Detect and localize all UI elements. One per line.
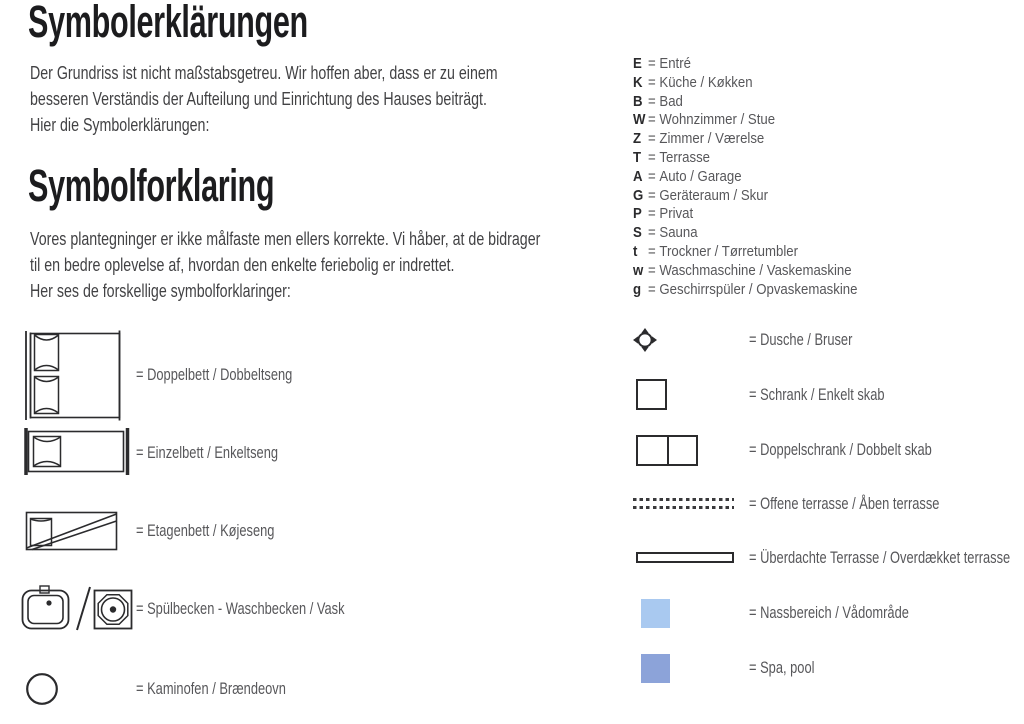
- code-meaning: Privat: [659, 205, 694, 223]
- code-equals: =: [647, 73, 656, 91]
- letter-code-row: [633, 55, 857, 74]
- code-meaning: Entré: [659, 55, 691, 72]
- code-equals: =: [647, 55, 656, 72]
- shower-icon: [633, 328, 657, 352]
- letter-code-row: [633, 111, 857, 130]
- letter-code-row: [633, 187, 857, 206]
- spa-pool-swatch: [641, 654, 670, 683]
- code-letter: A: [633, 167, 643, 185]
- code-meaning: Bad: [659, 92, 683, 110]
- legend-label: = Überdachte Terrasse / Overdækket terrasse: [749, 549, 1011, 567]
- code-letter: K: [633, 73, 643, 91]
- letter-code-row: [633, 262, 857, 281]
- code-meaning: Sauna: [659, 224, 698, 242]
- letter-code-row: [633, 149, 857, 168]
- legend-label: = Doppelschrank / Dobbelt skab: [749, 441, 932, 459]
- code-meaning: Geräteraum / Skur: [659, 186, 768, 204]
- legend-label: = Spa, pool: [749, 659, 815, 677]
- double-bed-icon: [24, 330, 122, 421]
- code-letter: Z: [633, 130, 642, 148]
- code-letter: E: [633, 55, 642, 72]
- intro-german-line: Der Grundriss ist nicht maßstabsgetreu. Wir hoffen aber, dass er zu einem: [30, 63, 498, 83]
- wet-area-swatch: [641, 599, 670, 628]
- code-equals: =: [647, 205, 656, 223]
- intro-german-line: besseren Verständis der Aufteilung und Einrichtung des Hauses beiträgt.: [30, 89, 487, 109]
- wardrobe-divider: [667, 437, 669, 464]
- code-meaning: Waschmaschine / Vaskemaskine: [659, 261, 852, 279]
- wood-stove-icon: [25, 672, 59, 706]
- letter-code-row: [633, 130, 857, 149]
- code-meaning: Trockner / Tørretumbler: [659, 242, 799, 260]
- code-meaning: Auto / Garage: [659, 167, 742, 185]
- bunk-bed-icon: [25, 510, 119, 552]
- legend-label: = Etagenbett / Køjeseng: [136, 522, 275, 540]
- code-letter: B: [633, 92, 643, 110]
- letter-code-row: [633, 243, 857, 262]
- legend-label: = Einzelbett / Enkeltseng: [136, 444, 279, 462]
- code-letter: S: [633, 224, 642, 242]
- code-equals: =: [647, 261, 656, 279]
- legend-label: = Dusche / Bruser: [749, 331, 853, 349]
- code-letter: T: [633, 148, 642, 166]
- legend-label: = Schrank / Enkelt skab: [749, 386, 885, 404]
- code-equals: =: [647, 167, 656, 185]
- code-letter: g: [633, 280, 642, 298]
- intro-german: [30, 60, 498, 138]
- code-meaning: Wohnzimmer / Stue: [659, 111, 776, 129]
- intro-danish-line: til en bedre oplevelse af, hvordan den enkelte feriebolig er indrettet.: [30, 255, 455, 275]
- code-letter: W: [633, 111, 646, 129]
- code-equals: =: [647, 242, 656, 260]
- code-equals: =: [647, 280, 656, 298]
- code-letter: w: [633, 261, 644, 279]
- letter-code-row: [633, 281, 857, 300]
- letter-code-row: [633, 168, 857, 187]
- code-meaning: Geschirrspüler / Opvaskemaskine: [659, 280, 858, 298]
- page-title-danish: Symbolforklaring: [28, 160, 275, 211]
- code-letter: t: [633, 242, 638, 260]
- legend-label: = Doppelbett / Dobbeltseng: [136, 366, 293, 384]
- legend-label: = Kaminofen / Brændeovn: [136, 680, 286, 698]
- intro-german-line: Hier die Symbolerklärungen:: [30, 115, 210, 135]
- intro-danish-line: Vores plantegninger er ikke målfaste men ellers korrekte. Vi håber, at de bidrager: [30, 229, 541, 249]
- code-equals: =: [647, 111, 656, 129]
- letter-code-list: [633, 55, 857, 299]
- code-meaning: Zimmer / Værelse: [659, 130, 765, 148]
- code-meaning: Küche / Køkken: [659, 73, 753, 91]
- letter-code-row: [633, 224, 857, 243]
- legend-label: = Offene terrasse / Åben terrasse: [749, 495, 940, 513]
- single-bed-icon: [23, 427, 131, 476]
- letter-code-row: [633, 93, 857, 112]
- code-meaning: Terrasse: [659, 148, 711, 166]
- letter-code-row: [633, 205, 857, 224]
- code-letter: P: [633, 205, 642, 223]
- single-wardrobe-icon: [636, 379, 667, 410]
- code-equals: =: [647, 224, 656, 242]
- sink-washbasin-icon: [21, 585, 133, 631]
- double-wardrobe-icon: [636, 435, 698, 466]
- intro-danish: [30, 226, 540, 304]
- legend-label: = Nassbereich / Vådområde: [749, 604, 909, 622]
- legend-label: = Spülbecken - Waschbecken / Vask: [136, 600, 345, 618]
- letter-code-row: [633, 74, 857, 93]
- covered-terrace-icon: [636, 552, 734, 563]
- intro-danish-line: Her ses de forskellige symbolforklaringer:: [30, 281, 291, 301]
- page-title-german: Symbolerklärungen: [28, 0, 308, 47]
- code-equals: =: [647, 186, 656, 204]
- code-letter: G: [633, 186, 644, 204]
- code-equals: =: [647, 92, 656, 110]
- code-equals: =: [647, 148, 656, 166]
- code-equals: =: [647, 130, 656, 148]
